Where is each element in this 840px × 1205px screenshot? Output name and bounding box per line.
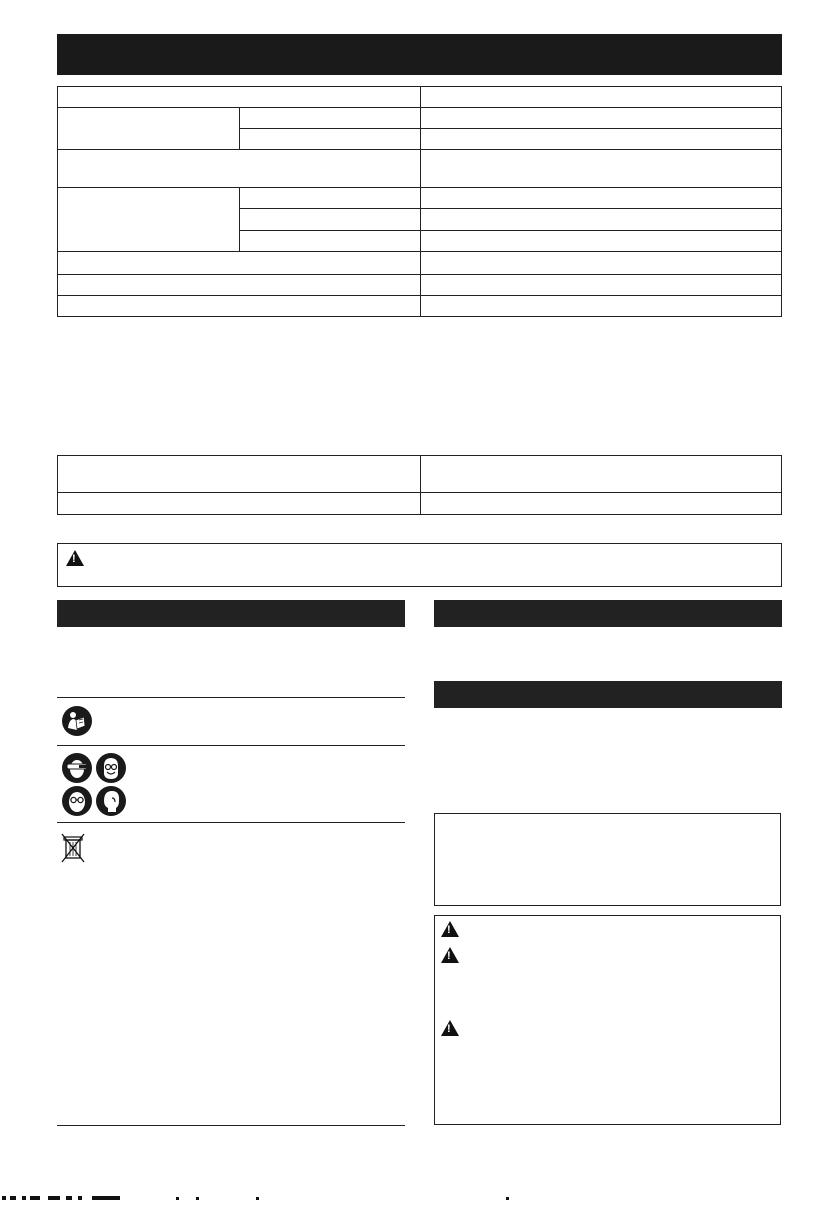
intended-use-section-band	[434, 600, 782, 627]
warning-triangle-icon	[441, 1020, 459, 1036]
table-row-divider	[58, 107, 781, 108]
noise-section-band	[434, 681, 782, 708]
crossed-out-bin-icon	[61, 831, 85, 865]
head-protection-icon	[96, 786, 126, 816]
table-row-divider	[58, 274, 781, 275]
table-subcolumn-divider	[239, 187, 240, 251]
safety-warnings-box	[434, 915, 781, 1125]
table-row-divider	[58, 492, 781, 493]
read-manual-icon	[62, 706, 92, 736]
warning-triangle-icon	[441, 921, 459, 937]
symbols-rule	[57, 1125, 405, 1126]
cropped-footer-strip	[0, 1187, 840, 1192]
table-row-divider	[58, 149, 781, 150]
secondary-table	[57, 455, 782, 515]
general-warning-box	[57, 543, 782, 587]
symbols-rule	[57, 697, 405, 698]
warning-triangle-icon	[441, 947, 459, 963]
table-column-divider	[420, 456, 421, 514]
table-row-divider	[58, 251, 781, 252]
specifications-title-band	[57, 34, 782, 75]
table-row-divider	[239, 128, 781, 129]
table-row-divider	[239, 230, 781, 231]
symbols-section-band	[57, 600, 405, 627]
symbols-rule	[57, 745, 405, 746]
table-row-divider	[58, 187, 781, 188]
dust-mask-icon	[96, 753, 126, 783]
warning-triangle-icon	[66, 550, 84, 566]
note-box	[434, 813, 781, 906]
table-row-divider	[239, 208, 781, 209]
symbols-rule	[57, 822, 405, 823]
ear-protection-icon	[62, 753, 92, 783]
safety-glasses-icon	[62, 786, 92, 816]
table-column-divider	[420, 87, 421, 316]
specifications-table	[57, 86, 782, 317]
table-row-divider	[58, 295, 781, 296]
